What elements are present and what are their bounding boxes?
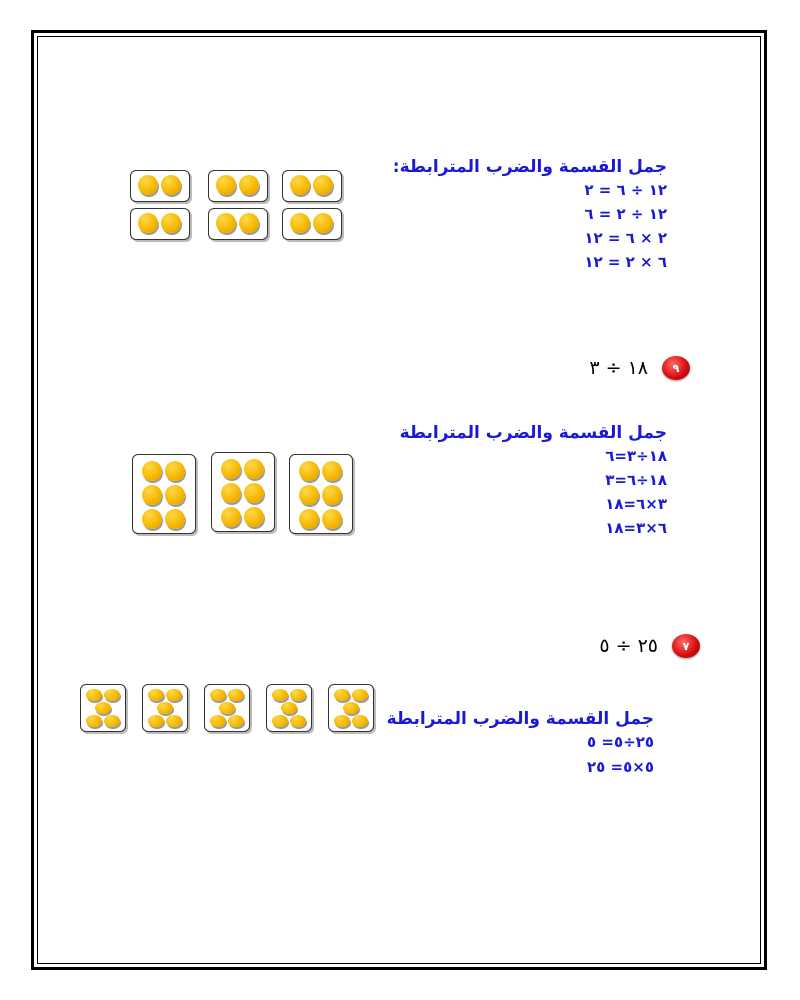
counter [165,461,185,481]
counter [313,213,333,233]
counter [95,702,111,714]
counter [272,715,288,727]
counter [322,485,342,505]
counter [165,485,185,505]
counter [166,689,182,701]
counter [352,715,368,727]
counter [272,689,288,701]
counter-group [80,684,126,732]
problem-number-badge: ٩ [662,356,690,380]
counter [322,461,342,481]
section1-equation: ٦ × ٢ = ١٢ [584,253,667,271]
counter [228,689,244,701]
counter [322,509,342,529]
counter [221,459,241,479]
counter [221,483,241,503]
counter [104,715,120,727]
counter-group [282,208,342,240]
counter [221,507,241,527]
counter [244,459,264,479]
counter [290,175,310,195]
counter [281,702,297,714]
counter-group [266,684,312,732]
counter [244,507,264,527]
counter [142,485,162,505]
section2-text [400,422,667,540]
counter [138,175,158,195]
counter [239,175,259,195]
counter [157,702,173,714]
counter-group [208,170,268,202]
counter [86,689,102,701]
section3-text [387,708,654,780]
counter [334,715,350,727]
section1-text [393,156,667,274]
counter [216,175,236,195]
section3-title: جمل القسمة والضرب المترابطة [386,709,654,729]
counter-group [208,208,268,240]
counter [216,213,236,233]
counter [148,715,164,727]
counter-group [204,684,250,732]
counter [148,689,164,701]
counter [244,483,264,503]
counter [299,461,319,481]
counter [290,715,306,727]
problem-expression: ١٨ ÷ ٣ [589,357,648,379]
counter [142,509,162,529]
counter [161,213,181,233]
section2-equation: ٦×٣=١٨ [605,519,667,537]
counter [210,689,226,701]
counter [104,689,120,701]
counter [290,213,310,233]
counter [228,715,244,727]
section2-equation: ٣×٦=١٨ [605,495,667,513]
problem-number-badge: ٧ [672,634,700,658]
problem-expression: ٢٥ ÷ ٥ [599,635,658,657]
counter-group [132,454,196,534]
section1-title: جمل القسمة والضرب المترابطة: [392,157,667,177]
counter [166,715,182,727]
problem-9 [589,356,690,380]
counter-group [130,170,190,202]
counter [219,702,235,714]
counter-group [282,170,342,202]
problem-7 [599,634,700,658]
counter [299,509,319,529]
section3-equation: ٥×٥= ٢٥ [587,758,654,776]
counter [290,689,306,701]
counter [334,689,350,701]
counter [299,485,319,505]
section1-equation: ٢ × ٦ = ١٢ [584,229,667,247]
section2-equation: ١٨÷٣=٦ [605,447,667,465]
counter [343,702,359,714]
section2-equation: ١٨÷٦=٣ [605,471,667,489]
counter-group [289,454,353,534]
counter [313,175,333,195]
counter-group [211,452,275,532]
section1-equation: ١٢ ÷ ٢ = ٦ [584,205,667,223]
counter-group [328,684,374,732]
counter [138,213,158,233]
counter [210,715,226,727]
counter [161,175,181,195]
counter [239,213,259,233]
counter [165,509,185,529]
counter-group [130,208,190,240]
counter [142,461,162,481]
section3-equation: ٢٥÷٥= ٥ [587,733,654,751]
counter-group [142,684,188,732]
counter [86,715,102,727]
section2-title: جمل القسمة والضرب المترابطة [399,423,667,443]
counter [352,689,368,701]
section1-equation: ١٢ ÷ ٦ = ٢ [584,181,667,199]
